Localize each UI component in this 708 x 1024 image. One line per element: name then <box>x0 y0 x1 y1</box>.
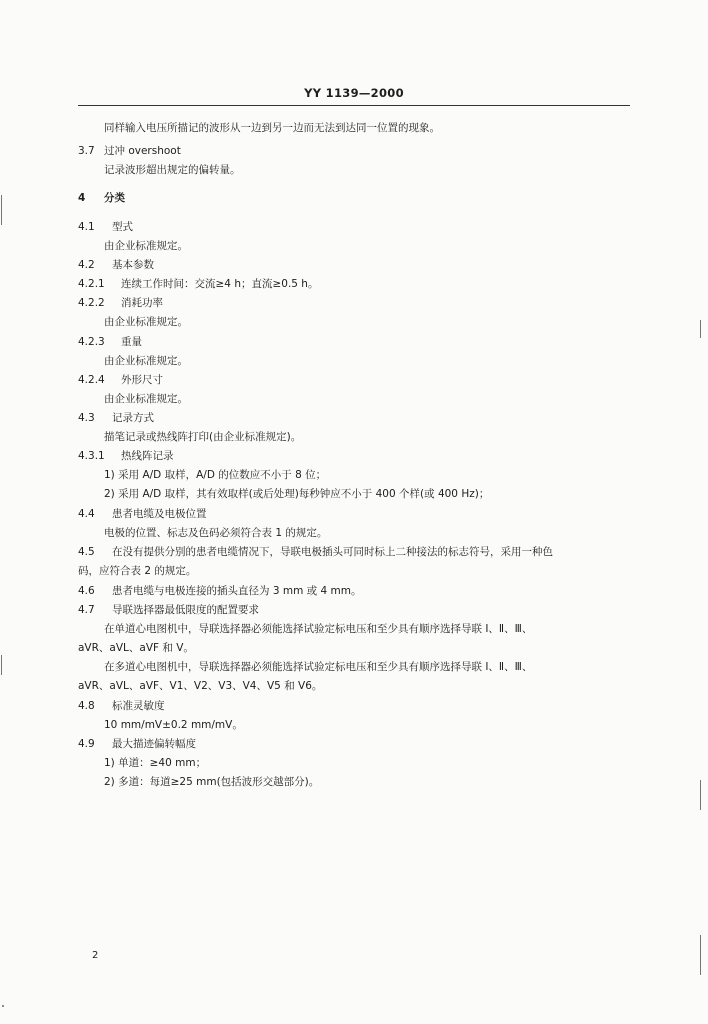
standard-code-header: YY 1139—2000 <box>304 86 404 100</box>
text-line: 10 mm/mV±0.2 mm/mV。 <box>104 719 243 731</box>
list-item: 1) 采用 A/D 取样，A/D 的位数应不小于 8 位； <box>104 469 327 481</box>
clause-4-9: 4.9 最大描迹偏转幅度 <box>78 738 196 750</box>
clause-4-8: 4.8 标准灵敏度 <box>78 700 165 712</box>
text-line: 由企业标准规定。 <box>104 355 188 367</box>
section-4-heading: 4 分类 <box>78 192 125 204</box>
clause-4-6: 4.6 患者电缆与电极连接的插头直径为 3 mm 或 4 mm。 <box>78 585 362 597</box>
text-line: 记录波形超出规定的偏转量。 <box>104 164 241 176</box>
text-line: 在多道心电图机中，导联选择器必须能选择试验定标电压和至少具有顺序选择导联 Ⅰ、Ⅱ、Ⅲ、 <box>104 661 533 673</box>
list-item: 1) 单道：≥40 mm； <box>104 757 207 769</box>
text-line: 同样输入电压所描记的波形从一边到另一边而无法到达同一位置的现象。 <box>104 122 440 134</box>
text-line: 在单道心电图机中，导联选择器必须能选择试验定标电压和至少具有顺序选择导联 Ⅰ、Ⅱ、Ⅲ、 <box>104 623 533 635</box>
clause-4-2-3: 4.2.3 重量 <box>78 336 142 348</box>
text-line: aVR、aVL、aVF 和 V。 <box>78 642 194 654</box>
text-line: 码，应符合表 2 的规定。 <box>78 565 197 577</box>
text-line: 电极的位置、标志及色码必须符合表 1 的规定。 <box>104 527 328 539</box>
text-line: 由企业标准规定。 <box>104 393 188 405</box>
text-line: 由企业标准规定。 <box>104 316 188 328</box>
list-item: 2) 采用 A/D 取样，其有效取样(或后处理)每秒钟应不小于 400 个样(或 400 Hz)； <box>104 488 490 500</box>
scan-artifact <box>2 1005 4 1007</box>
scan-artifact <box>1 195 2 225</box>
text-line: 由企业标准规定。 <box>104 240 188 252</box>
scan-artifact <box>700 320 701 338</box>
clause-4-3-1: 4.3.1 热线阵记录 <box>78 450 174 462</box>
scan-artifact <box>700 935 701 975</box>
text-line: aVR、aVL、aVF、V1、V2、V3、V4、V5 和 V6。 <box>78 680 323 692</box>
page-number: 2 <box>92 950 99 961</box>
list-item: 2) 多道：每道≥25 mm(包括波形交越部分)。 <box>104 776 320 788</box>
clause-4-3: 4.3 记录方式 <box>78 412 154 424</box>
clause-4-2-4: 4.2.4 外形尺寸 <box>78 374 163 386</box>
scan-artifact <box>1 655 2 675</box>
clause-4-7: 4.7 导联选择器最低限度的配置要求 <box>78 604 259 616</box>
text-line: 描笔记录或热线阵打印(由企业标准规定)。 <box>104 431 302 443</box>
header-rule <box>78 105 630 106</box>
clause-4-2: 4.2 基本参数 <box>78 259 154 271</box>
clause-4-2-2: 4.2.2 消耗功率 <box>78 297 163 309</box>
scan-artifact <box>700 780 701 810</box>
clause-4-5: 4.5 在没有提供分别的患者电缆情况下，导联电极插头可同时标上二种接法的标志符号，采用一种色 <box>78 546 553 558</box>
clause-3-7: 3.7 过冲 overshoot <box>78 145 181 157</box>
clause-4-2-1: 4.2.1 连续工作时间：交流≥4 h；直流≥0.5 h。 <box>78 278 319 290</box>
clause-4-4: 4.4 患者电缆及电极位置 <box>78 508 207 520</box>
clause-4-1: 4.1 型式 <box>78 221 133 233</box>
